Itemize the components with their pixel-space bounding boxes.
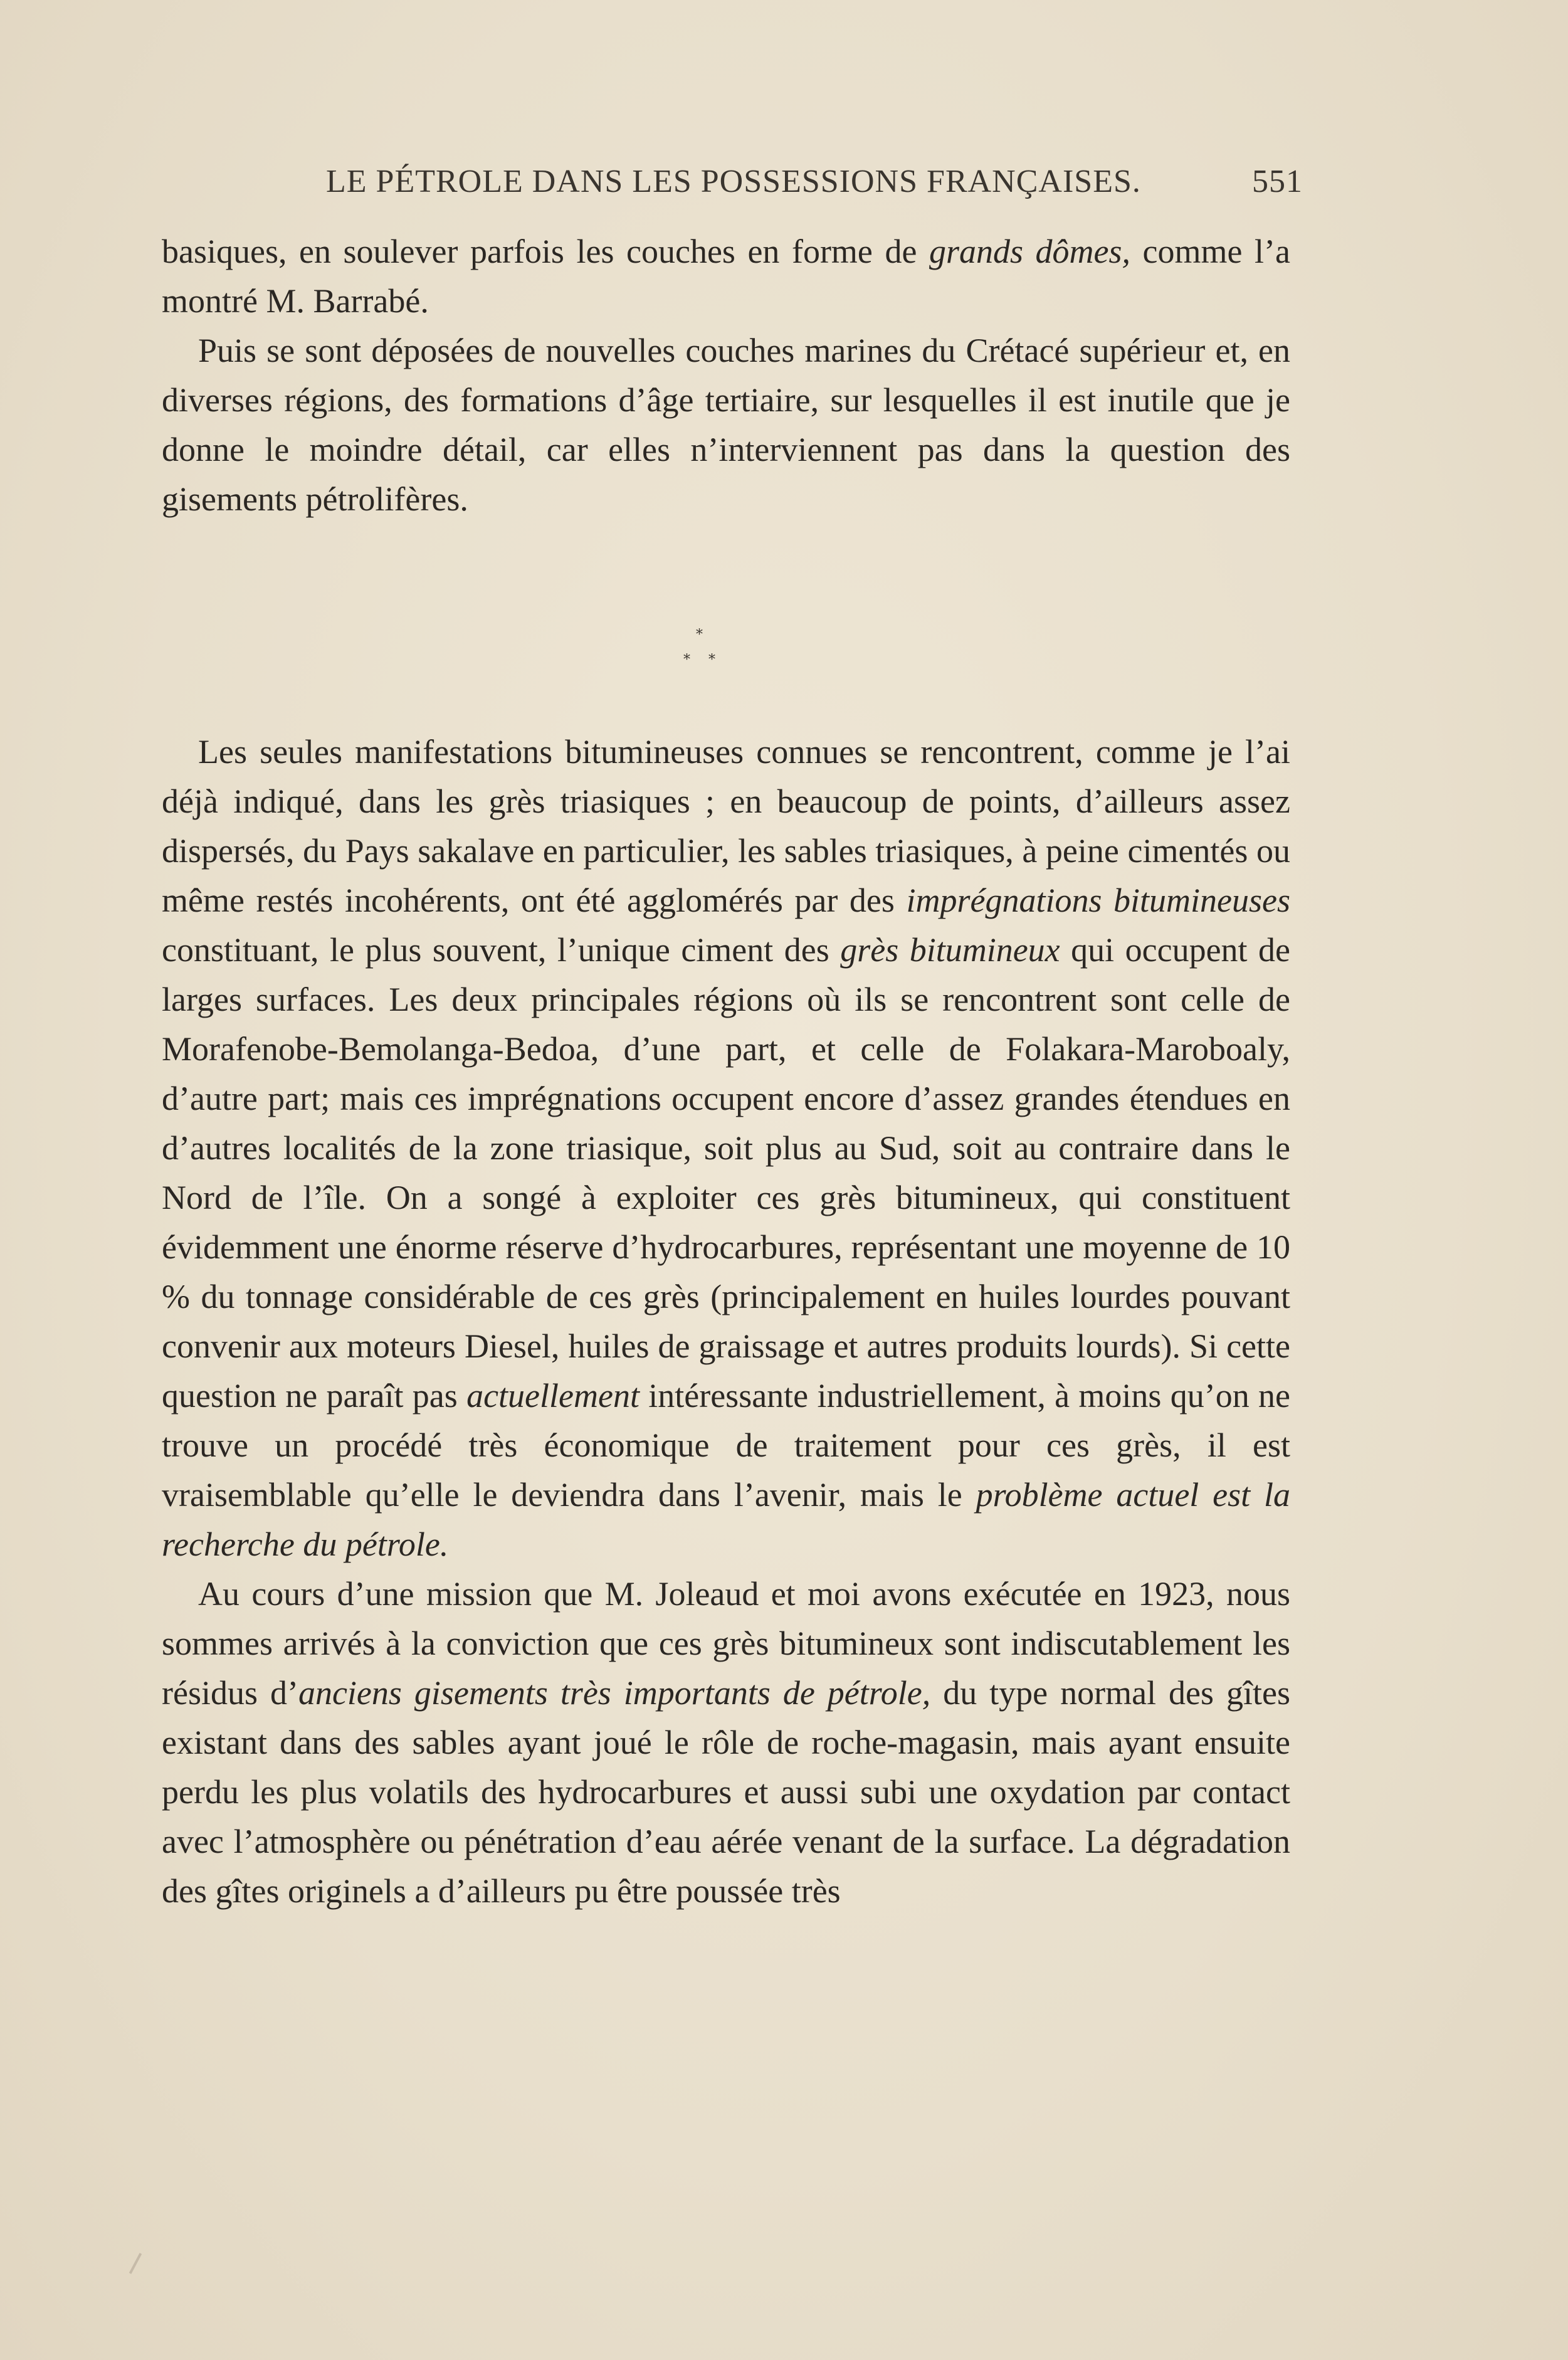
paragraph-3-text-c: qui occupent de larges surfaces. Les deux principales régions où ils se rencontrent sont celle de Morafenobe-Bemolanga-Bedoa, d’une part, et celle de Folakara-Maroboaly, d’autre part; mais ces imprégnations occupent encore d’assez grandes étendues en d’autres localités de la zone triasique, soit plus au Sud, soit au contraire dans le Nord de l’île. On a songé à exploiter ces grès bitumineux, qui constituent évidemment une énorme réserve d’hydrocarbures, représentant une moyenne de 10 % du tonnage considérable de ces grès (principalement en huiles lourdes pouvant convenir aux moteurs Diesel, huiles de graissage et autres produits lourds). Si cette question ne paraît pas [162, 931, 1290, 1414]
paragraph-1 [162, 227, 1290, 326]
paragraph-3 [162, 727, 1290, 1569]
paragraph-3-italic-1: imprégnations bitumineuses [906, 882, 1290, 919]
running-title: LE PÉTROLE DANS LES POSSESSIONS FRANÇAISES. [326, 164, 1141, 199]
paragraph-3-italic-4: problème actuel est la recherche du pétrole. [162, 1476, 1290, 1563]
running-head [162, 160, 1303, 204]
paragraph-3-text-d: intéressante industriellement, à moins qu’on ne trouve un procédé très économique de traitement pour ces grès, il est vraisemblable qu’elle le deviendra dans l’avenir, mais le [162, 1377, 1290, 1514]
pencil-mark [129, 2253, 142, 2274]
asterisk-left-icon: * [683, 652, 690, 668]
text-block-top [162, 227, 1290, 524]
paragraph-1-italic: grands dômes, [929, 233, 1131, 270]
asterisk-top-icon: * [696, 627, 703, 643]
paragraph-3-text-b: constituant, le plus souvent, l’unique ciment des [162, 931, 841, 969]
paragraph-4-italic: anciens gisements très importants de pétrole, [298, 1674, 931, 1712]
asterisk-right-icon: * [708, 652, 715, 668]
paragraph-2: Puis se sont déposées de nouvelles couches marines du Crétacé supérieur et, en diverses régions, des formations d’âge tertiaire, sur lesquelles il est inutile que je donne le moindre détail, car elles n’interviennent pas dans la question des gisements pétrolifères. [162, 332, 1290, 518]
text-block-main [162, 727, 1290, 1916]
paragraph-1-text-b: comme l’a montré M. Barrabé. [162, 233, 1290, 320]
page-number: 551 [1252, 164, 1303, 199]
paragraph-4 [162, 1569, 1290, 1916]
paragraph-1-text-a: basiques, en soulever parfois les couches en forme de [162, 233, 929, 270]
paragraph-4-text-a: Au cours d’une mission que M. Joleaud et moi avons exécutée en 1923, nous sommes arrivés à la conviction que ces grès bitumineux sont indiscutablement les résidus d’ [162, 1575, 1290, 1712]
paragraph-3-text-a: Les seules manifestations bitumineuses connues se rencontrent, comme je l’ai déjà indiqué, dans les grès triasiques ; en beaucoup de points, d’ailleurs assez dispersés, du Pays sakalave en particulier, les sables triasiques, à peine cimentés ou même restés incohérents, ont été agglomérés par des [162, 733, 1290, 919]
paragraph-3-italic-2: grès bitumineux [840, 931, 1060, 969]
section-break-asterism [677, 627, 727, 677]
paragraph-4-text-b: du type normal des gîtes existant dans des sables ayant joué le rôle de roche-magasin, mais ayant ensuite perdu les plus volatils des hydrocarbures et aussi subi une oxydation par contact avec l’atmosphère ou pénétration d’eau aérée venant de la surface. La dégradation des gîtes originels a d’ailleurs pu être poussée très [162, 1674, 1290, 1910]
paragraph-3-italic-3: actuellement [466, 1377, 639, 1414]
